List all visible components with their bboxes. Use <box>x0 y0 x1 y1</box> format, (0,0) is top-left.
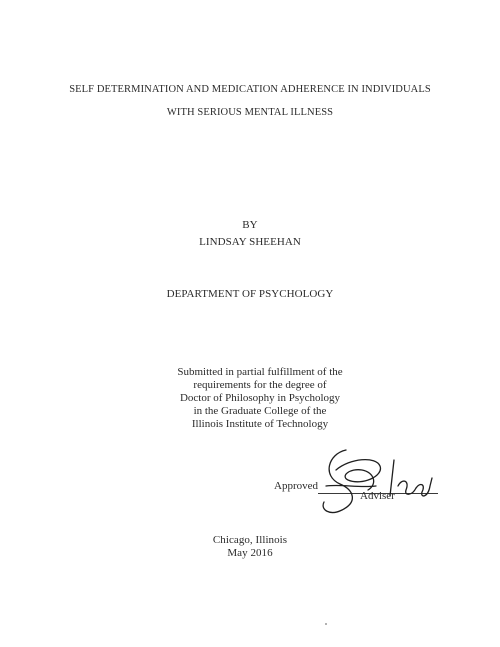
author-name: LINDSAY SHEEHAN <box>199 236 301 248</box>
title-line-2: WITH SERIOUS MENTAL ILLNESS <box>166 107 334 118</box>
submission-line-5: Illinois Institute of Technology <box>191 418 329 430</box>
by-label: BY <box>242 219 258 231</box>
department-name: DEPARTMENT OF PSYCHOLOGY <box>166 288 334 300</box>
submission-line-4: in the Graduate College of the <box>193 405 327 417</box>
submission-line-3: Doctor of Philosophy in Psychology <box>179 392 341 404</box>
speck-mark <box>325 623 327 625</box>
approved-label: Approved <box>274 480 318 492</box>
date: May 2016 <box>227 547 273 559</box>
title-line-1: SELF DETERMINATION AND MEDICATION ADHERENCE IN INDIVIDUALS <box>69 84 431 95</box>
submission-line-2: requirements for the degree of <box>193 379 327 391</box>
handwritten-signature <box>302 440 442 520</box>
adviser-label: Adviser <box>360 490 395 502</box>
submission-line-1: Submitted in partial fulfillment of the <box>177 366 343 378</box>
location: Chicago, Illinois <box>212 534 288 546</box>
